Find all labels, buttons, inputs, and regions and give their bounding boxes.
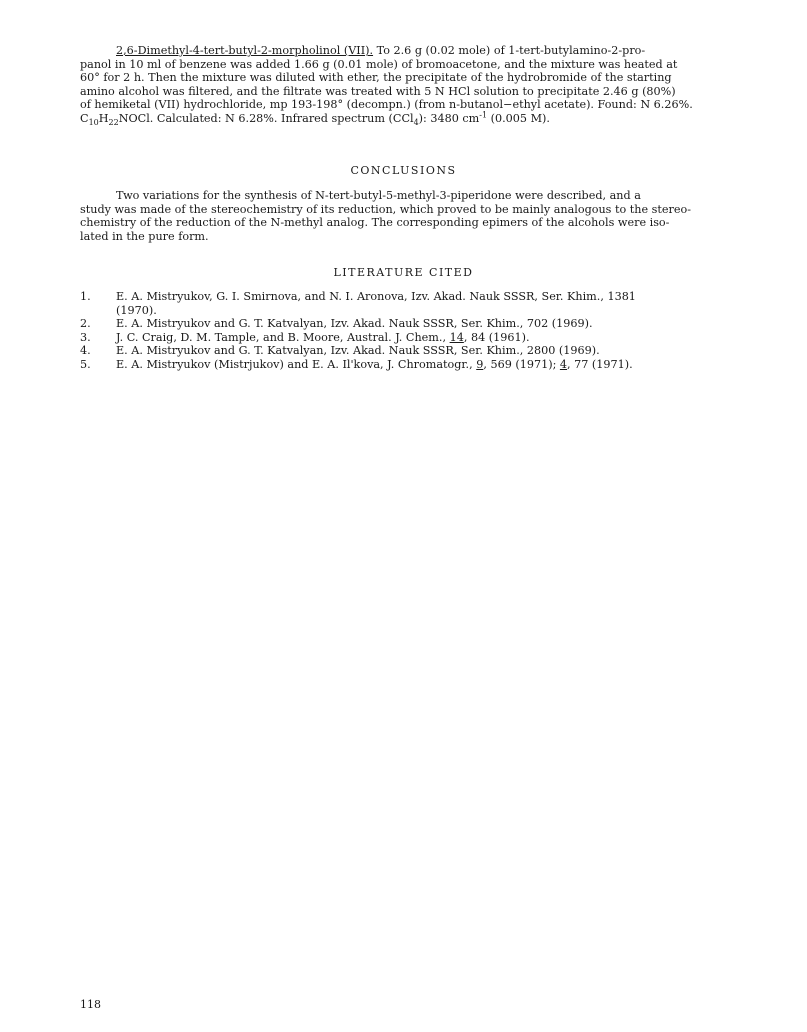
- conclusions-line-2: study was made of the stereochemistry of its reduction, which proved to be mainly analogous to the stereo-: [80, 202, 691, 216]
- reference-number: 5.: [80, 357, 91, 371]
- reference-item: 2. E. A. Mistryukov and G. T. Katvalyan, Izv. Akad. Nauk SSSR, Ser. Khim., 702 (1969).: [80, 317, 593, 331]
- experimental-line-1: 2,6-Dimethyl-4-tert-butyl-2-morpholinol (VII). To 2.6 g (0.02 mole) of 1-tert-butylamino-2-pro-: [116, 44, 646, 57]
- conclusions-paragraph: [80, 189, 732, 243]
- experimental-line-3: 60° for 2 h. Then the mixture was diluted with ether, the precipitate of the hydrobromide of the starting: [80, 71, 672, 85]
- conclusions-line-4: lated in the pure form.: [80, 229, 209, 243]
- page-number: 118: [80, 998, 101, 1011]
- literature-heading: LITERATURE CITED: [333, 266, 474, 279]
- reference-item: 5. E. A. Mistryukov (Mistrjukov) and E. A. Il'kova, J. Chromatogr., 9, 569 (1971); 4, 77 (1971).: [80, 357, 633, 371]
- experimental-line-6: $C_{10}H_{22}NOCl$. Calculated: N 6.28%. Infrared spectrum (CCl$_4$): 3480 $cm^{-1}$ (0.005 M).: [80, 110, 550, 128]
- experimental-line-2: panol in 10 ml of benzene was added 1.66 g (0.01 mole) of bromoacetone, and the mixture was heated at: [80, 57, 678, 71]
- experimental-line-5: of hemiketal (VII) hydrochloride, mp 193-198° (decompn.) (from n-butanol−ethyl acetate). Found: N 6.26%.: [80, 98, 693, 112]
- reference-number: 2.: [80, 317, 91, 331]
- compound-title: 2,6-Dimethyl-4-tert-butyl-2-morpholinol (VII).: [116, 44, 374, 57]
- experimental-line-4: amino alcohol was filtered, and the filtrate was treated with 5 N HCl solution to precipitate 2.46 g (80%): [80, 84, 676, 98]
- reference-number: 3.: [80, 330, 91, 344]
- conclusions-line-1: Two variations for the synthesis of N-tert-butyl-5-methyl-3-piperidone were described, and a: [116, 189, 641, 202]
- experimental-paragraph: [80, 44, 732, 126]
- conclusions-heading: CONCLUSIONS: [350, 164, 457, 177]
- conclusions-line-3: chemistry of the reduction of the N-methyl analog. The corresponding epimers of the alcohols were iso-: [80, 216, 670, 230]
- reference-list: [80, 290, 732, 372]
- reference-item: 4. E. A. Mistryukov and G. T. Katvalyan, Izv. Akad. Nauk SSSR, Ser. Khim., 2800 (1969).: [80, 344, 600, 358]
- reference-item: 1. E. A. Mistryukov, G. I. Smirnova, and N. I. Aronova, Izv. Akad. Nauk SSSR, Ser. Khim., 1381 (1970).: [80, 290, 636, 317]
- reference-item: 3. J. C. Craig, D. M. Tample, and B. Moore, Austral. J. Chem., 14, 84 (1961).: [80, 330, 530, 344]
- reference-number: 1.: [80, 290, 91, 303]
- reference-number: 4.: [80, 344, 91, 358]
